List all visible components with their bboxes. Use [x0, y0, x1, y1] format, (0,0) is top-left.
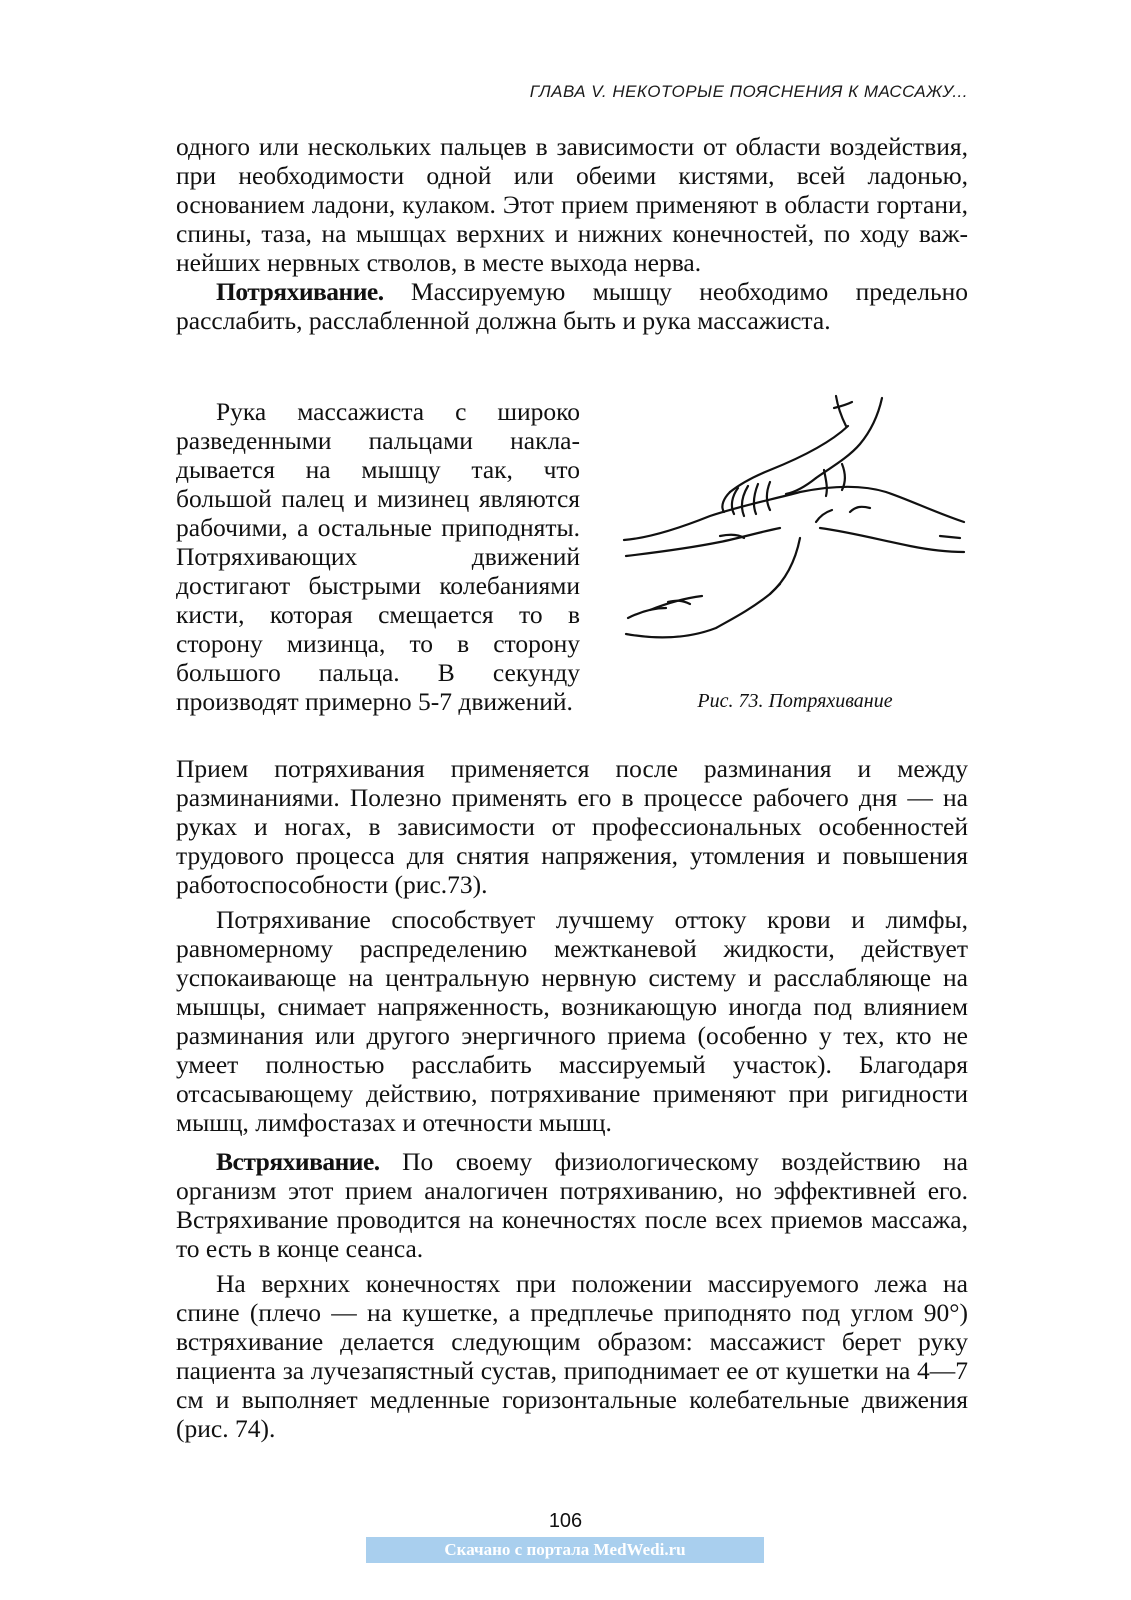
paragraph-lead: Потряхивание.: [216, 277, 384, 306]
text-block-top: [176, 132, 968, 335]
paragraph: [176, 277, 968, 335]
figure-caption: Рис. 73. Потряхивание: [697, 690, 893, 712]
shaking-massage-illustration: [620, 388, 970, 658]
paragraph-text: Массируемую мышцу необходимо предельно расслабить, расслабленной должна быть и рука массажиста.: [176, 277, 968, 335]
paragraph: Прием потряхивания применяется после разминания и между разминаниями. Полезно применять его в процессе рабочего дня — на руках и ногах, в зависимости от профессиональных особенностей трудового процесса для снятия напряжения, утомления и повышения работоспособности (рис.73).: [176, 754, 968, 899]
watermark-banner: Скачано с портала MedWedi.ru: [366, 1537, 764, 1563]
running-head: ГЛАВА V. НЕКОТОРЫЕ ПОЯСНЕНИЯ К МАССАЖУ...: [529, 82, 968, 101]
paragraph: На верхних конечностях при положении массируемого лежа на спине (плечо — на кушетке, а предплечье приподнято под углом 90°) встряхивание делается следующим образом: массажист берет руку пациента за лучезапястный сустав, приподнимает ее от кушетки на 4—7 см и выполняет медленные горизонтальные колебательные движения (рис. 74).: [176, 1269, 968, 1443]
paragraph: Потряхивание способствует лучшему оттоку крови и лимфы, равномерному распределению межтканевой жидкости, действует успокаивающе на центральную нервную систему и расслабляюще на мышцы, снимает напряженность, возникающую иногда под влиянием разминания или другого энергичного приема (особенно у тех, кто не умеет полностью расслабить массируемый участок). Благодаря отсасывающему действию, потряхивание применяют при ригидности мышц, лимфостазах и отечности мышц.: [176, 905, 968, 1137]
text-block-side: [176, 397, 580, 716]
paragraph-lead: Встряхивание.: [216, 1147, 380, 1176]
paragraph-text: По своему физиологическому воздействию на организм этот прием аналогичен потряхиванию, но эффективней его. Встряхивание проводится на конечностях после всех приемов массажа, то есть в конце сеанса.: [176, 1147, 968, 1263]
paragraph: Рука массажиста с широко разведенными пальцами накладывается на мышцу так, что большой палец и мизинец являются рабочими, а остальные приподняты. Потряхивающих движений достигают быстрыми колебаниями кисти, которая смещается то в сторону мизинца, то в сторону большого пальца. В секунду производят примерно 5-7 движений.: [176, 397, 580, 716]
figure-illustration: [620, 388, 970, 658]
paragraph: [176, 1147, 968, 1263]
paragraph: одного или нескольких пальцев в зависимости от области воздействия, при необходимости одной или обеими кистями, всей ладонью, основанием ладони, кулаком. Этот прием применяют в области гортани, спины, таза, на мышцах верхних и нижних конечностей, по ходу важнейших нервных стволов, в месте выхода нерва.: [176, 132, 968, 277]
page-number: 106: [548, 1510, 583, 1532]
text-block-bottom: [176, 754, 968, 1443]
